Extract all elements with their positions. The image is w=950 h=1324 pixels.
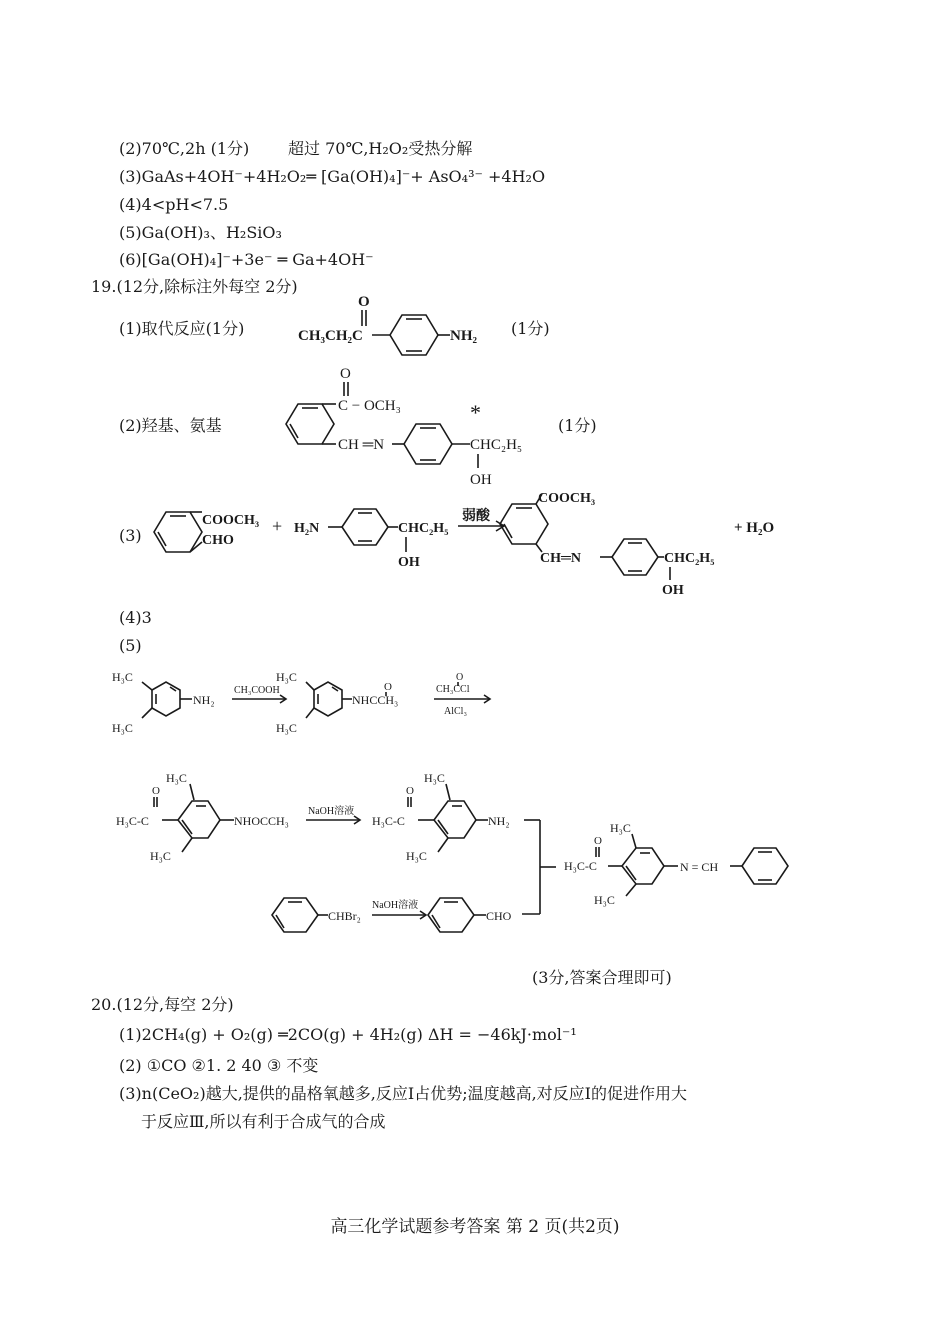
page-footer: 高三化学试题参考答案 第 2 页(共2页) xyxy=(330,1217,620,1237)
mol-chain-label: CH₃CH₂C xyxy=(298,328,363,344)
e-ch3-top: H₃C xyxy=(610,821,631,835)
mol-carbonyl-o: O xyxy=(358,294,370,310)
q19-part1-structure xyxy=(290,288,500,358)
d-ch3-top: H₃C xyxy=(424,771,445,785)
condition-weak-acid: 弱酸 xyxy=(462,509,490,524)
r1-cooch3: COOCH₃ xyxy=(202,513,260,528)
a-nh2: NH₂ xyxy=(193,693,215,707)
reagent-acetic-acid: CH₃COOH xyxy=(234,685,280,696)
c-amide: NHOCCH₃ xyxy=(234,814,289,828)
q18-line-5: (5)Ga(OH)₃、H₂SiO₃ xyxy=(119,223,282,242)
q20-line-3b: 于反应Ⅲ,所以有利于合成气的合成 xyxy=(141,1112,386,1131)
water: + H₂O xyxy=(734,520,775,536)
r2-chain: CHC₂H₅ xyxy=(398,521,449,536)
q18-line-3: (3)GaAs+4OH⁻+4H₂O₂═ [Ga(OH)₄]⁻+ AsO₄³⁻ +4H₂O xyxy=(119,167,546,186)
mol2-chiral-mark: * xyxy=(470,400,481,425)
q19-part5-scheme xyxy=(110,660,810,960)
mol2-oh: OH xyxy=(470,472,492,488)
b-ch3-bottom: H₃C xyxy=(276,721,297,735)
d-acyl: H₃C-C xyxy=(372,814,405,828)
chbr2: CHBr₂ xyxy=(328,909,361,923)
prod-cooch3: COOCH₃ xyxy=(538,491,596,506)
r1-cho: CHO xyxy=(202,533,234,548)
mol-amine-label: NH₂ xyxy=(450,328,477,344)
a-ch3-top: H₃C xyxy=(112,670,133,684)
q18-line-2b: 超过 70℃,H₂O₂受热分解 xyxy=(288,139,473,158)
cho: CHO xyxy=(486,909,512,923)
q20-line-2: (2) ①CO ②1. 2 40 ③ 不变 xyxy=(119,1056,319,1075)
q20-line-3a: (3)n(CeO₂)越大,提供的晶格氧越多,反应Ⅰ占优势;温度越高,对反应Ⅰ的促进作用大 xyxy=(119,1084,687,1103)
a-ch3-bottom: H₃C xyxy=(112,721,133,735)
q18-line-2a: (2)70℃,2h (1分) xyxy=(119,139,250,158)
c-o: O xyxy=(152,785,160,797)
q19-header: 19.(12分,除标注外每空 2分) xyxy=(91,277,298,296)
q20-header: 20.(12分,每空 2分) xyxy=(91,995,234,1014)
q18-line-4: (4)4<pH<7.5 xyxy=(119,195,229,214)
r2-oh: OH xyxy=(398,555,420,570)
mol2-ester: C − OCH₃ xyxy=(338,398,401,414)
reagent2-o: O xyxy=(456,672,464,683)
c-ch3-top: H₃C xyxy=(166,771,187,785)
b-ch3-top: H₃C xyxy=(276,670,297,684)
r2-nh2: H₂N xyxy=(294,521,320,536)
q19-part3-equation xyxy=(150,486,790,606)
mol2-o: O xyxy=(340,366,351,382)
plus-sign: + xyxy=(272,516,283,536)
reagent-acetyl-chloride: CH₃CCl xyxy=(436,684,470,695)
mol2-chain: CHC₂H₅ xyxy=(470,437,523,453)
reagent-naoh-1: NaOH溶液 xyxy=(308,806,355,817)
q19-part1-label: (1)取代反应(1分) xyxy=(119,319,245,338)
e-ch3-bottom: H₃C xyxy=(594,893,615,907)
c-ch3-bottom: H₃C xyxy=(150,849,171,863)
c-acyl: H₃C-C xyxy=(116,814,149,828)
q18-line-6: (6)[Ga(OH)₄]⁻+3e⁻ ═ Ga+4OH⁻ xyxy=(119,250,374,269)
e-imine: N = CH xyxy=(680,860,719,874)
q19-part5-note: (3分,答案合理即可) xyxy=(532,968,672,987)
b-amide: NHCCH₃ xyxy=(352,693,399,707)
q19-part1-score: (1分) xyxy=(511,319,550,338)
d-ch3-bottom: H₃C xyxy=(406,849,427,863)
b-o: O xyxy=(384,681,392,693)
q19-part5-label: (5) xyxy=(119,636,142,655)
q19-part2-structure xyxy=(280,362,570,492)
prod-chain: CHC₂H₅ xyxy=(664,551,715,566)
reagent-alcl3: AlCl₃ xyxy=(444,706,467,717)
prod-oh: OH xyxy=(662,583,684,598)
q20-line-1: (1)2CH₄(g) + O₂(g) ═2CO(g) + 4H₂(g) ΔH = −46kJ·mol⁻¹ xyxy=(119,1025,577,1044)
prod-imine: CH═N xyxy=(540,551,582,566)
e-acyl: H₃C-C xyxy=(564,859,597,873)
reagent-naoh-2: NaOH溶液 xyxy=(372,900,419,911)
e-o: O xyxy=(594,835,602,847)
mol2-imine: CH ═N xyxy=(338,437,385,453)
q19-part2-label: (2)羟基、氨基 xyxy=(119,416,222,435)
d-nh2: NH₂ xyxy=(488,814,510,828)
q19-part4: (4)3 xyxy=(119,608,152,627)
d-o: O xyxy=(406,785,414,797)
q19-part3-label: (3) xyxy=(119,526,142,545)
q19-part2-score: (1分) xyxy=(558,416,597,435)
